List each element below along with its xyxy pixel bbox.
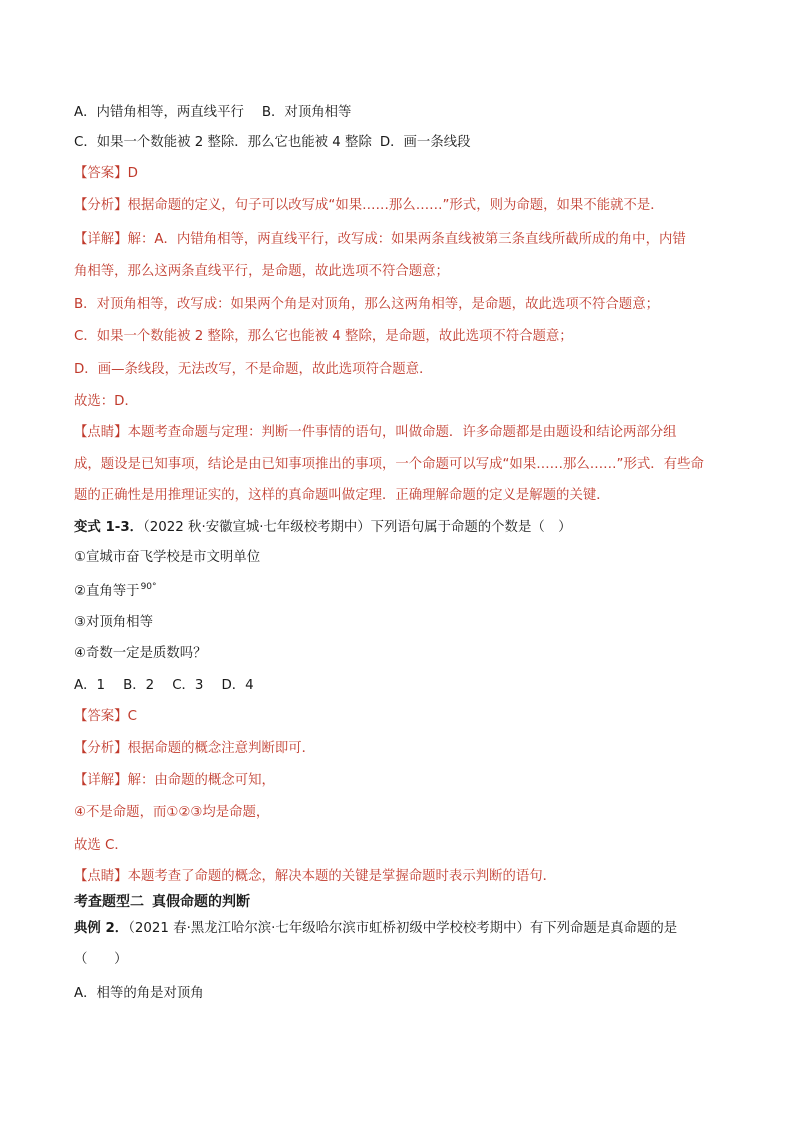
s1-detail-line-5: D．画—条线段，无法改写，不是命题，故此选项符合题意． bbox=[74, 362, 433, 377]
comment-text: 本题考查命题与定理：判断一件事情的语句，叫做命题．许多命题都是由题设和结论两部分组 bbox=[127, 425, 677, 440]
q3-paren: （ ） bbox=[74, 952, 128, 967]
q2-option-d: D．4 bbox=[221, 678, 254, 693]
s2-detail-line-1 bbox=[74, 772, 734, 790]
analysis-tag: 【分析】 bbox=[74, 198, 128, 213]
q2-item-2-text: ②直角等于 bbox=[74, 584, 140, 599]
s1-comment-line-3: 题的正确性是用推理证实的，这样的真命题叫做定理．正确理解命题的定义是解题的关键． bbox=[74, 488, 610, 503]
q2-item-1: ①宣城市奋飞学校是市文明单位 bbox=[74, 550, 261, 565]
s2-answer-line bbox=[74, 708, 734, 726]
s1-detail-line-1 bbox=[74, 231, 734, 249]
comment-text: 本题考查了命题的概念，解决本题的关键是掌握命题时表示判断的语句． bbox=[127, 869, 557, 884]
s1-detail-line-2: 角相等，那么这两条直线平行，是命题，故此选项不符合题意； bbox=[74, 264, 449, 279]
analysis-text: 根据命题的定义，句子可以改写成“如果……那么……”形式，则为命题，如果不能就不是． bbox=[127, 198, 664, 213]
detail-tag: 【详解】 bbox=[74, 232, 128, 247]
detail-text: 解：A．内错角相等，两直线平行，改写成：如果两条直线被第三条直线所截所成的角中，内错 bbox=[127, 232, 686, 247]
q2-options bbox=[74, 677, 734, 695]
detail-text: 解：由命题的概念可知， bbox=[127, 773, 275, 788]
analysis-tag: 【分析】 bbox=[74, 741, 128, 756]
s1-analysis-line bbox=[74, 197, 734, 215]
q1-option-d: D．画一条线段 bbox=[379, 135, 471, 150]
answer-value: C bbox=[127, 709, 137, 724]
q2-item-3: ③对顶角相等 bbox=[74, 615, 153, 630]
detail-tag: 【详解】 bbox=[74, 773, 128, 788]
q2-stem bbox=[74, 519, 734, 537]
comment-tag: 【点睛】 bbox=[74, 425, 128, 440]
q2-option-b: B．2 bbox=[123, 678, 155, 693]
q3-label: 典例 2． bbox=[74, 921, 129, 936]
s1-comment-line-2: 成，题设是已知事项，结论是由已知事项推出的事项，一个命题可以写成“如果……那么……”形式．有些命 bbox=[74, 457, 704, 472]
s1-comment-line-1 bbox=[74, 424, 734, 442]
q2-option-a: A．1 bbox=[74, 678, 106, 693]
q1-options-row-2 bbox=[74, 134, 734, 152]
q3-option-a: A．相等的角是对顶角 bbox=[74, 986, 204, 1001]
s1-detail-line-4: C．如果一个数能被 2 整除，那么它也能被 4 整除，是命题，故此选项不符合题意； bbox=[74, 329, 573, 344]
q2-option-c: C．3 bbox=[172, 678, 204, 693]
q1-options-row-1 bbox=[74, 104, 734, 122]
q1-option-b: B．对顶角相等 bbox=[261, 105, 352, 120]
s2-comment-line bbox=[74, 868, 734, 886]
s1-choose-line: 故选：D． bbox=[74, 394, 138, 409]
q1-option-c: C．如果一个数能被 2 整除．那么它也能被 4 整除 bbox=[74, 135, 372, 150]
section-heading bbox=[74, 893, 734, 911]
analysis-text: 根据命题的概念注意判断即可． bbox=[127, 741, 316, 756]
s2-analysis-line bbox=[74, 740, 734, 758]
s1-answer-line bbox=[74, 165, 734, 183]
answer-value: D bbox=[127, 166, 138, 181]
s2-detail-line-2: ④不是命题，而①②③均是命题， bbox=[74, 805, 270, 820]
answer-tag: 【答案】 bbox=[74, 709, 128, 724]
comment-tag: 【点睛】 bbox=[74, 869, 128, 884]
q3-stem bbox=[74, 920, 734, 938]
q2-item-2-angle: 90° bbox=[140, 582, 157, 592]
section-heading-b: 真假命题的判断 bbox=[152, 894, 250, 910]
q2-label: 变式 1-3． bbox=[74, 520, 144, 535]
q2-item-4: ④奇数一定是质数吗？ bbox=[74, 646, 207, 661]
q1-option-a: A．内错角相等，两直线平行 bbox=[74, 105, 244, 120]
answer-tag: 【答案】 bbox=[74, 166, 128, 181]
q2-item-2 bbox=[74, 583, 734, 602]
s2-choose-line: 故选 C． bbox=[74, 838, 128, 853]
q3-source: （2021 春·黑龙江哈尔滨·七年级哈尔滨市虹桥初级中学校校考期中）有下列命题是真命题的是 bbox=[128, 921, 678, 936]
q2-source: （2022 秋·安徽宣城·七年级校考期中）下列语句属于命题的个数是（ ） bbox=[143, 520, 572, 535]
s1-detail-line-3: B．对顶角相等，改写成：如果两个角是对顶角，那么这两角相等，是命题，故此选项不符合题意； bbox=[74, 297, 659, 312]
section-heading-a: 考查题型二 bbox=[74, 894, 144, 910]
